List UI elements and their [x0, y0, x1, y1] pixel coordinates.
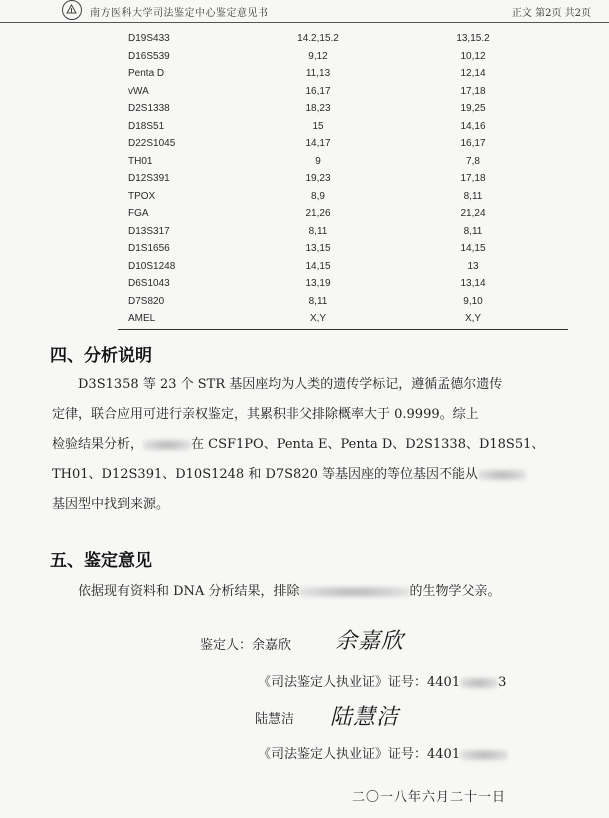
report-date: 二〇一八年六月二十一日 [352, 790, 507, 805]
allele-b-cell: 10,12 [460, 50, 486, 62]
locus-cell: D12S391 [128, 173, 170, 185]
allele-a-cell: 13,15 [305, 243, 331, 255]
redacted-cert [460, 749, 508, 761]
locus-cell: D2S1338 [128, 103, 170, 115]
allele-a-cell: 15 [312, 120, 324, 132]
allele-a-cell: 13,19 [305, 278, 331, 290]
allele-b-cell: 13,15.2 [456, 33, 490, 45]
allele-b-cell: 13 [467, 260, 479, 272]
allele-b-cell: 17,18 [460, 85, 486, 97]
locus-cell: D19S433 [128, 33, 170, 45]
locus-cell: D22S1045 [128, 138, 176, 150]
table-row [128, 48, 568, 66]
analysis-line-5: 基因型中找到来源。 [52, 497, 170, 512]
allele-a-cell: 8,11 [308, 225, 328, 237]
table-row [128, 118, 568, 136]
locus-cell: FGA [128, 208, 149, 220]
allele-a-cell: 18,23 [305, 103, 331, 115]
table-row [128, 100, 568, 118]
locus-cell: D16S539 [128, 50, 170, 62]
redacted-name [299, 586, 409, 598]
locus-cell: D10S1248 [128, 260, 176, 272]
locus-cell: vWA [128, 85, 149, 97]
table-row [128, 275, 568, 293]
allele-a-cell: 9,12 [308, 50, 328, 62]
table-row [128, 293, 568, 311]
redacted-cert [460, 677, 498, 689]
appraiser2-signature: 陆慧洁 [330, 705, 400, 730]
analysis-line-3: 检验结果分析， 在 CSF1PO、Penta E、Penta D、D2S1338、D18S51、 [52, 437, 545, 452]
table-row [128, 205, 568, 223]
allele-a-cell: 8,11 [308, 295, 328, 307]
table-bottom-rule [118, 329, 568, 330]
analysis-section-title: 四、分析说明 [50, 346, 152, 366]
str-genotype-table [128, 30, 568, 328]
appraiser2-label: 陆慧洁 [255, 712, 295, 727]
allele-b-cell: 13,14 [460, 278, 486, 290]
allele-a-cell: 8,9 [311, 190, 325, 202]
allele-a-cell: 19,23 [305, 173, 331, 185]
allele-a-cell: 16,17 [305, 85, 331, 97]
allele-b-cell: 14,16 [460, 120, 486, 132]
allele-b-cell: 17,18 [460, 173, 486, 185]
appraiser-signature: 余嘉欣 [335, 629, 405, 654]
cert-number-1: 《司法鉴定人执业证》证号：4401 3 [258, 675, 507, 690]
allele-b-cell: 21,24 [460, 208, 486, 220]
locus-cell: TPOX [128, 190, 156, 202]
table-row [128, 240, 568, 258]
table-row [128, 258, 568, 276]
page-header [0, 0, 609, 23]
locus-cell: AMEL [128, 313, 156, 325]
table-row [128, 30, 568, 48]
cert-number-2: 《司法鉴定人执业证》证号：4401 [258, 743, 508, 762]
locus-cell: D18S51 [128, 120, 165, 132]
university-logo-icon [62, 0, 82, 20]
allele-a-cell: 14,17 [305, 138, 331, 150]
allele-b-cell: 9,10 [463, 295, 483, 307]
analysis-line-4: TH01、D12S391、D10S1248 和 D7S820 等基因座的等位基因不能从 [52, 460, 572, 490]
allele-a-cell: X,Y [309, 313, 327, 325]
allele-b-cell: 14,15 [460, 243, 486, 255]
allele-a-cell: 11,13 [305, 68, 331, 80]
locus-cell: D6S1043 [128, 278, 170, 290]
redacted-name [478, 469, 526, 481]
locus-cell: D13S317 [128, 225, 170, 237]
redacted-name [143, 439, 191, 451]
table-row [128, 153, 568, 171]
allele-b-cell: 19,25 [460, 103, 486, 115]
header-org-title: 南方医科大学司法鉴定中心鉴定意见书 [90, 8, 269, 19]
analysis-line-1: D3S1358 等 23 个 STR 基因座均为人类的遗传学标记，遵循孟德尔遗传 [78, 377, 503, 392]
allele-b-cell: 16,17 [460, 138, 486, 150]
table-row [128, 135, 568, 153]
locus-cell: D7S820 [128, 295, 165, 307]
opinion-section-title: 五、鉴定意见 [50, 551, 152, 571]
table-row [128, 223, 568, 241]
analysis-line-2: 定律，联合应用可进行亲权鉴定，其累积非父排除概率大于 0.9999。综上 [52, 407, 479, 422]
allele-b-cell: 8,11 [463, 190, 483, 202]
analysis-paragraph [52, 370, 572, 520]
allele-a-cell: 9 [315, 155, 321, 167]
header-page-info: 正文 第2页 共2页 [511, 8, 591, 19]
opinion-paragraph: 依据现有资料和 DNA 分析结果，排除 的生物学父亲。 [78, 584, 501, 599]
allele-b-cell: 7,8 [466, 155, 480, 167]
allele-b-cell: 8,11 [463, 225, 483, 237]
table-row [128, 170, 568, 188]
allele-a-cell: 21,26 [305, 208, 331, 220]
locus-cell: TH01 [128, 155, 153, 167]
allele-a-cell: 14.2,15.2 [297, 33, 339, 45]
allele-a-cell: 14,15 [305, 260, 331, 272]
allele-b-cell: X,Y [464, 313, 482, 325]
allele-b-cell: 12,14 [460, 68, 486, 80]
locus-cell: Penta D [128, 68, 165, 80]
table-row [128, 188, 568, 206]
locus-cell: D1S1656 [128, 243, 170, 255]
table-row [128, 310, 568, 328]
appraiser-label: 鉴定人：余嘉欣 [200, 638, 292, 653]
table-row [128, 65, 568, 83]
table-row [128, 83, 568, 101]
